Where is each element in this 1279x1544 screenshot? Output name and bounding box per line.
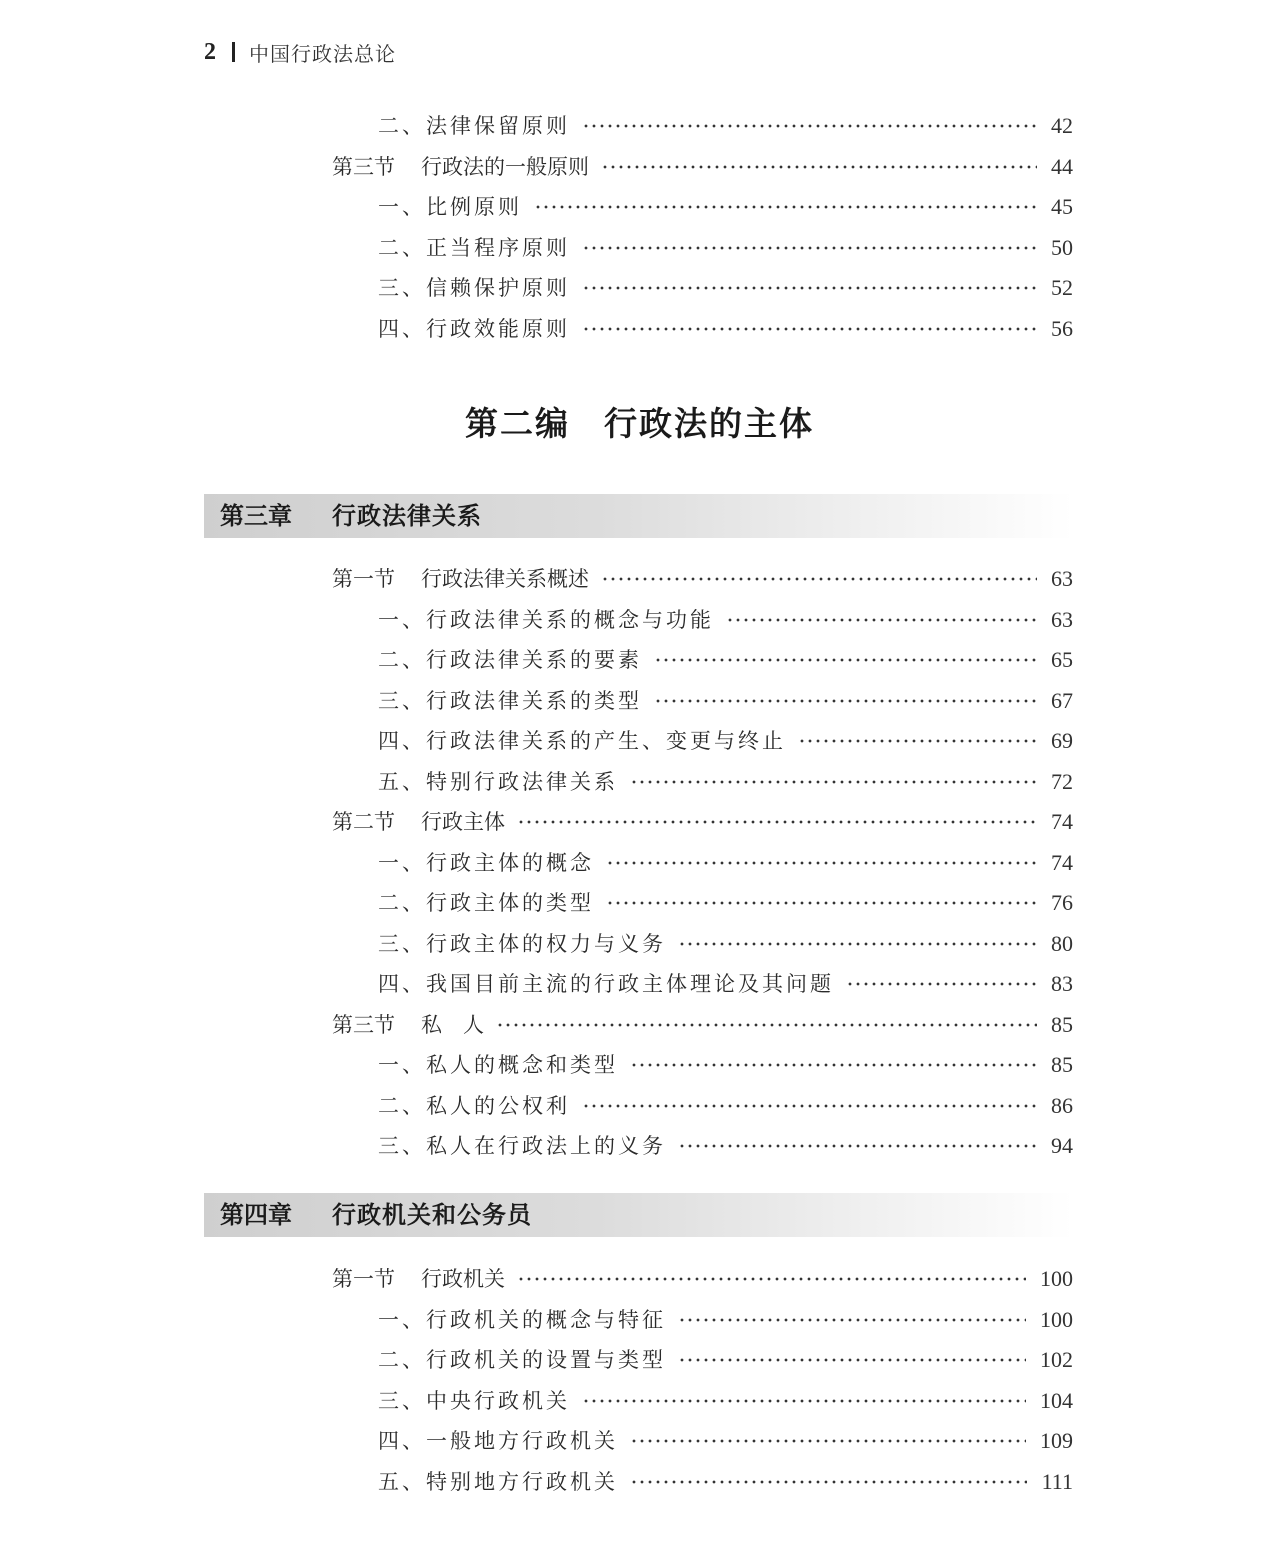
dot-leader [606,895,1037,907]
section-number: 第三节 [332,1012,395,1037]
toc-subsection-entry[interactable] [0,1304,1279,1336]
dot-leader [630,1433,1026,1445]
page-ref: 76 [1051,890,1073,915]
dot-leader [678,1312,1026,1324]
chapter-3-heading[interactable] [204,494,1074,538]
section-label [332,1009,484,1041]
toc-subsection-entry[interactable] [0,766,1279,798]
section-label [332,806,505,838]
subsection-title: 二、私人的公权利 [378,1093,570,1118]
subsection-title: 三、信赖保护原则 [378,276,570,300]
page-ref: 111 [1041,1468,1073,1494]
dot-leader [582,1393,1026,1405]
subsection-title: 四、一般地方行政机关 [378,1429,618,1453]
page-ref: 100 [1040,1266,1073,1291]
dot-leader [678,936,1037,948]
section-title: 行政法律关系概述 [421,567,589,591]
dot-leader [630,1057,1037,1069]
toc-subsection-entry[interactable] [0,232,1279,264]
dot-leader [582,240,1037,252]
page-ref: 85 [1051,1052,1073,1077]
dot-leader [630,1474,1027,1486]
page-ref: 83 [1051,971,1073,996]
section-title: 私 人 [421,1012,484,1037]
page-ref: 94 [1051,1133,1073,1158]
dot-leader [582,118,1037,130]
subsection-title: 一、比例原则 [378,195,522,219]
page-ref: 65 [1051,647,1073,672]
section-number: 第一节 [332,567,395,591]
toc-subsection-entry[interactable] [0,1466,1279,1498]
part-name: 行政法的主体 [604,404,814,443]
book-title: 中国行政法总论 [249,41,396,66]
dot-leader [601,159,1037,171]
toc-section-entry[interactable] [0,151,1279,183]
subsection-title: 四、行政效能原则 [378,316,570,341]
page-ref: 63 [1051,606,1073,632]
toc-subsection-entry[interactable] [0,1130,1279,1162]
chapter-number: 第四章 [220,1201,292,1229]
dot-leader [654,652,1037,664]
toc-section-entry[interactable] [0,1263,1279,1295]
toc-subsection-entry[interactable] [0,685,1279,717]
toc-subsection-entry[interactable] [0,1344,1279,1376]
toc-subsection-entry[interactable] [0,1049,1279,1081]
subsection-title: 二、行政主体的类型 [378,891,594,915]
subsection-title: 二、行政机关的设置与类型 [378,1348,666,1372]
chapter-number: 第三章 [220,502,292,530]
page-ref: 69 [1051,728,1073,753]
page-ref: 44 [1051,153,1073,179]
page-ref: 104 [1040,1387,1073,1413]
dot-leader [846,976,1037,988]
subsection-title: 一、行政机关的概念与特征 [378,1307,666,1332]
section-title: 行政机关 [421,1267,505,1291]
subsection-title: 三、行政主体的权力与义务 [378,931,666,956]
subsection-title: 三、私人在行政法上的义务 [378,1134,666,1158]
dot-leader [601,571,1037,583]
dot-leader [654,693,1037,705]
section-number: 第一节 [332,1267,395,1291]
toc-section-entry[interactable] [0,1009,1279,1041]
subsection-title: 二、行政法律关系的要素 [378,648,642,672]
toc-subsection-entry[interactable] [0,604,1279,636]
page-ref: 56 [1051,315,1073,341]
dot-leader [606,855,1037,867]
toc-subsection-entry[interactable] [0,928,1279,960]
page-ref: 85 [1051,1011,1073,1037]
part-title [0,398,1279,445]
page-ref: 80 [1051,930,1073,956]
toc-subsection-entry[interactable] [0,644,1279,676]
toc-section-entry[interactable] [0,563,1279,595]
subsection-title: 一、私人的概念和类型 [378,1053,618,1077]
toc-subsection-entry[interactable] [0,725,1279,757]
page-ref: 86 [1051,1092,1073,1118]
toc-subsection-entry[interactable] [0,191,1279,223]
section-label [332,1263,505,1295]
page-ref: 74 [1051,849,1073,875]
subsection-title: 四、我国目前主流的行政主体理论及其问题 [378,972,834,996]
toc-subsection-entry[interactable] [0,1090,1279,1122]
dot-leader [798,733,1037,745]
page-ref: 45 [1051,194,1073,219]
page-ref: 102 [1040,1347,1073,1372]
page-ref: 72 [1051,768,1073,794]
dot-leader [534,199,1037,211]
subsection-title: 三、行政法律关系的类型 [378,688,642,713]
chapter-4-heading[interactable] [204,1193,1074,1237]
subsection-title: 五、特别地方行政机关 [378,1469,618,1494]
dot-leader [582,280,1037,292]
subsection-title: 一、行政法律关系的概念与功能 [378,607,714,632]
chapter-title: 行政机关和公务员 [332,1201,532,1229]
chapter-title: 行政法律关系 [332,502,482,530]
dot-leader [726,612,1037,624]
page-ref: 74 [1051,809,1073,834]
toc-subsection-entry[interactable] [0,313,1279,345]
subsection-title: 三、中央行政机关 [378,1388,570,1413]
dot-leader [582,321,1037,333]
section-number: 第二节 [332,810,395,834]
header-separator [232,42,235,62]
toc-subsection-entry[interactable] [0,272,1279,304]
section-number: 第三节 [332,154,395,179]
dot-leader [582,1098,1037,1110]
toc-subsection-entry[interactable] [0,968,1279,1000]
toc-subsection-entry[interactable] [0,887,1279,919]
page-ref: 50 [1051,234,1073,260]
toc-subsection-entry[interactable] [0,1425,1279,1457]
page-ref: 63 [1051,566,1073,591]
running-header [204,36,396,68]
dot-leader [678,1138,1037,1150]
toc-section-entry[interactable] [0,806,1279,838]
dot-leader [517,1271,1026,1283]
toc-subsection-entry[interactable] [0,847,1279,879]
toc-subsection-entry[interactable] [0,1385,1279,1417]
subsection-title: 一、行政主体的概念 [378,850,594,875]
page-number: 2 [204,38,216,65]
page-ref: 42 [1051,113,1073,138]
section-title: 行政主体 [421,810,505,834]
dot-leader [496,1017,1037,1029]
section-label [332,563,589,595]
page-ref: 100 [1040,1306,1073,1332]
subsection-title: 二、法律保留原则 [378,114,570,138]
dot-leader [630,774,1037,786]
subsection-title: 五、特别行政法律关系 [378,769,618,794]
page-ref: 109 [1040,1428,1073,1453]
dot-leader [678,1352,1026,1364]
toc-subsection-entry[interactable] [0,110,1279,142]
dot-leader [517,814,1037,826]
section-title: 行政法的一般原则 [421,154,589,179]
subsection-title: 四、行政法律关系的产生、变更与终止 [378,729,786,753]
subsection-title: 二、正当程序原则 [378,235,570,260]
page-ref: 52 [1051,275,1073,300]
page-ref: 67 [1051,687,1073,713]
part-number: 第二编 [465,404,570,443]
section-label [332,151,589,183]
